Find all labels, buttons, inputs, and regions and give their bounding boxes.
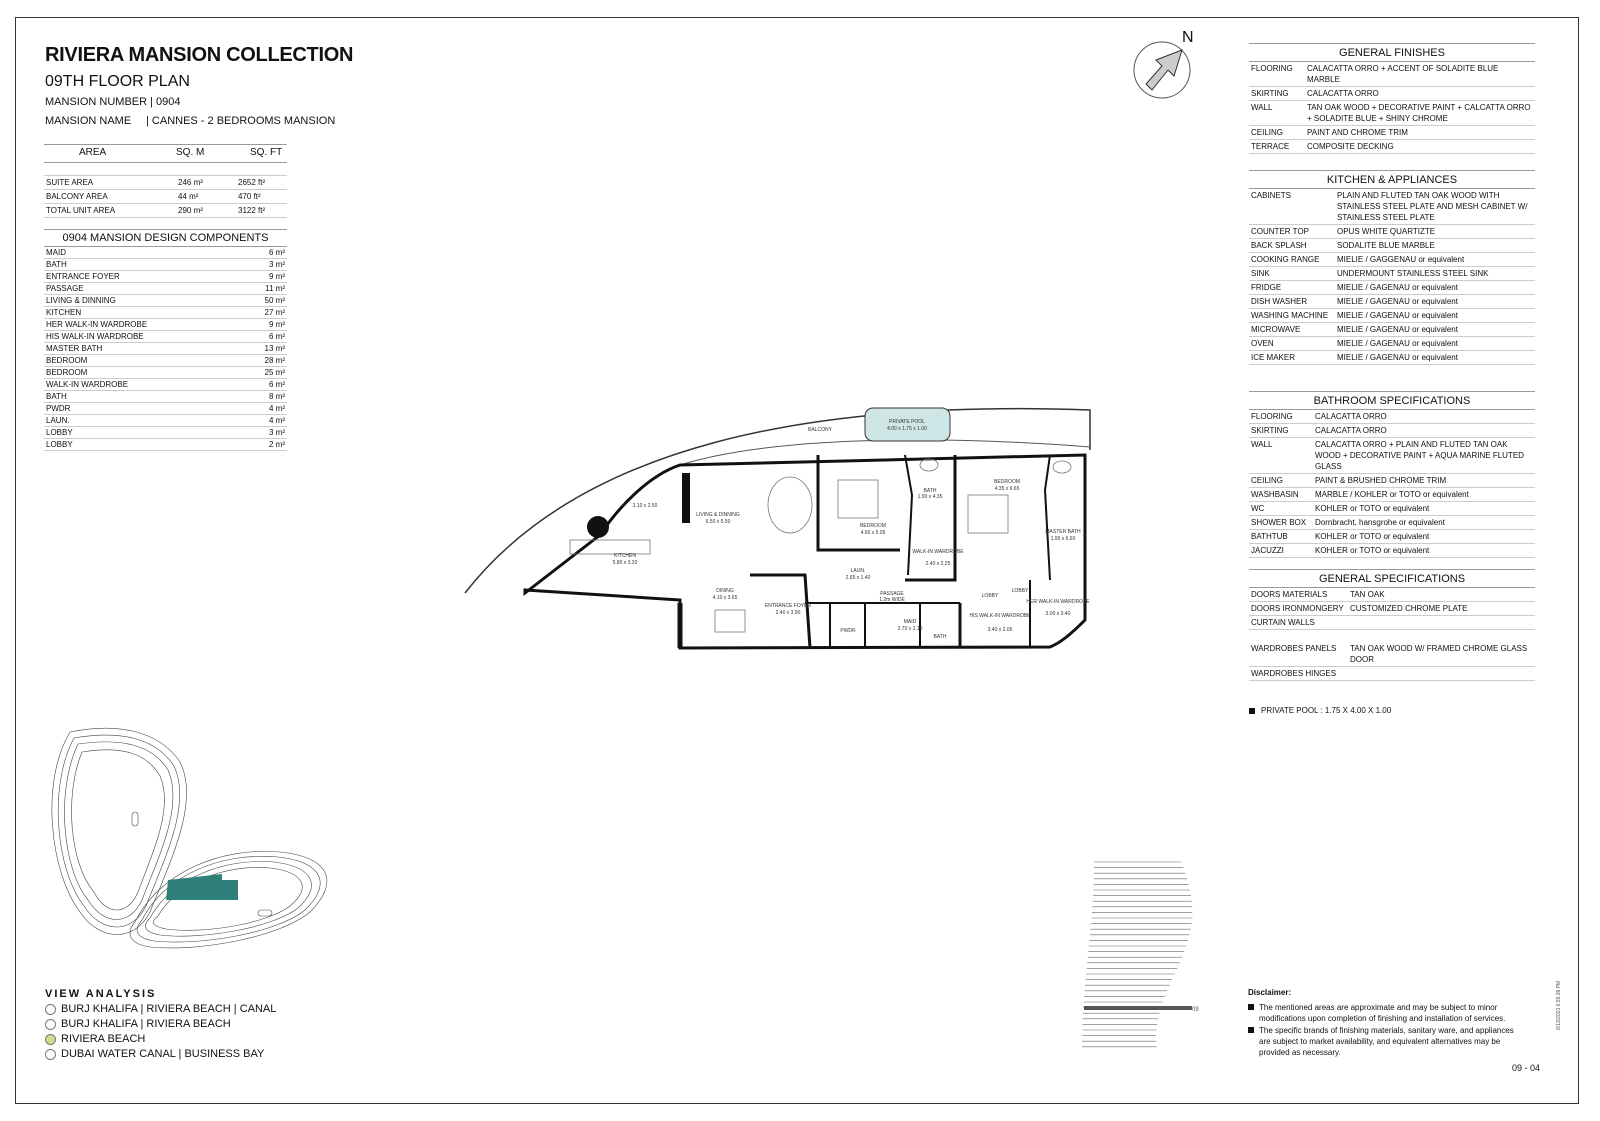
spec-value: PAINT AND CHROME TRIM [1307, 128, 1408, 137]
spec-value: SODALITE BLUE MARBLE [1337, 241, 1435, 250]
general-specs-title: GENERAL SPECIFICATIONS [1249, 569, 1535, 588]
list-item [44, 259, 287, 271]
component-area: 13 m² [264, 344, 285, 353]
table-row [44, 176, 287, 190]
passage-label: PASSAGE [880, 591, 904, 597]
spec-key: WASHBASIN [1251, 490, 1299, 499]
disclaimer-title: Disclaimer: [1248, 988, 1292, 997]
list-item [44, 403, 287, 415]
bedroom2-dim: 4.35 x 6.65 [994, 486, 1020, 492]
spec-row [1249, 101, 1535, 126]
spec-key: COOKING RANGE [1251, 255, 1320, 264]
component-area: 4 m² [269, 404, 285, 413]
spec-value: COMPOSITE DECKING [1307, 142, 1394, 151]
spec-value: MIELIE / GAGENAU or equivalent [1337, 353, 1458, 362]
lobby1-label: LOBBY [981, 593, 999, 599]
spec-row [1249, 544, 1535, 558]
spec-row [1249, 667, 1535, 681]
spec-key: TERRACE [1251, 142, 1290, 151]
general-finishes-title: GENERAL FINISHES [1249, 43, 1535, 62]
spec-key: SKIRTING [1251, 426, 1289, 435]
spec-key: FLOORING [1251, 64, 1293, 73]
spec-value: Dornbracht, hansgrohe or equivalent [1315, 518, 1445, 527]
general-specs-section [1249, 569, 1535, 681]
spec-value: CALACATTA ORRO [1315, 412, 1387, 421]
maid-label: MAID [903, 619, 917, 625]
column [587, 516, 609, 538]
spec-value [1350, 617, 1533, 628]
bullet-square-icon [1248, 1004, 1254, 1010]
list-item [44, 415, 287, 427]
spec-key: WALL [1251, 103, 1273, 112]
component-name: BEDROOM [46, 356, 88, 365]
list-item [44, 307, 287, 319]
living-label: LIVING & DINNING [696, 512, 740, 518]
list-item [44, 271, 287, 283]
spec-key: FRIDGE [1251, 283, 1282, 292]
spec-key: WASHING MACHINE [1251, 311, 1329, 320]
view-option-label: BURJ KHALIFA | RIVIERA BEACH | CANAL [61, 1003, 277, 1015]
spec-value: MIELIE / GAGENAU or equivalent [1337, 325, 1458, 334]
list-item [44, 439, 287, 451]
area-name: TOTAL UNIT AREA [44, 204, 176, 218]
spec-value: TAN OAK WOOD + DECORATIVE PAINT + CALCATTA ORRO + SOLADITE BLUE + SHINY CHROME [1307, 103, 1531, 123]
spec-row [1249, 616, 1535, 630]
spec-value: KOHLER or TOTO or equivalent [1315, 532, 1430, 541]
spec-row [1249, 189, 1535, 225]
view-option [45, 1048, 264, 1060]
kitchen-label: KITCHEN [614, 553, 636, 559]
kitchen-dim: 5.80 x 3.20 [612, 560, 638, 566]
general-finishes-section [1249, 43, 1535, 154]
list-item [44, 391, 287, 403]
his-wardrobe-dim: 3.40 x 2.05 [987, 627, 1013, 633]
area-sqft: 2652 ft² [236, 176, 287, 190]
component-name: WALK-IN WARDROBE [46, 380, 129, 389]
spec-row [1249, 295, 1535, 309]
bath1-label: BATH [923, 488, 937, 494]
bathroom-title: BATHROOM SPECIFICATIONS [1249, 391, 1535, 410]
spec-row [1249, 225, 1535, 239]
spec-row [1249, 267, 1535, 281]
spec-value: TAN OAK WOOD W/ FRAMED CHROME GLASS DOOR [1350, 644, 1528, 664]
kitchen-section [1249, 170, 1535, 365]
list-item [44, 331, 287, 343]
component-area: 6 m² [269, 248, 285, 257]
spec-row [1249, 424, 1535, 438]
pwdr-label: PWDR [840, 628, 856, 634]
spec-key: CURTAIN WALLS [1251, 618, 1315, 627]
list-item [44, 247, 287, 259]
spec-row [1249, 253, 1535, 267]
pool-dim: 4.00 x 1.75 x 1.00 [887, 426, 927, 432]
foyer-dim: 2.40 x 3.90 [775, 610, 801, 616]
table-row [44, 204, 287, 218]
page-number: 09 - 04 [1512, 1063, 1541, 1073]
kitchen-top-dim: 3.10 x 2.50 [632, 503, 658, 509]
living-dim: 6.50 x 5.50 [705, 519, 731, 525]
spec-row [1249, 602, 1535, 616]
spec-row [1249, 530, 1535, 544]
bathtub [920, 459, 938, 471]
view-indicator-icon [45, 1049, 56, 1060]
view-option [45, 1003, 276, 1015]
spec-value: PLAIN AND FLUTED TAN OAK WOOD WITH STAINLESS STEEL PLATE AND MESH CABINET W/ STAINLESS STEEL PLATE [1337, 191, 1528, 222]
spec-key: CEILING [1251, 476, 1284, 485]
disclaimer-text: The specific brands of finishing materials, sanitary ware, and appliances are subject to market availability, and equivalent alternatives may be provided as necessary. [1259, 1026, 1514, 1057]
component-name: PASSAGE [46, 284, 84, 293]
wall [682, 473, 690, 523]
component-area: 25 m² [264, 368, 285, 377]
spec-key: WARDROBES PANELS [1251, 644, 1337, 653]
component-name: MASTER BATH [46, 344, 103, 353]
spec-value: TAN OAK [1350, 590, 1385, 599]
list-item [44, 367, 287, 379]
view-option [45, 1018, 231, 1030]
spec-key: BATHTUB [1251, 532, 1288, 541]
sqm-header: SQ. M [176, 145, 236, 163]
component-area: 2 m² [269, 440, 285, 449]
view-analysis-title: VIEW ANALYSIS [45, 988, 157, 1000]
sqft-header: SQ. FT [236, 145, 287, 163]
foyer-label: ENTRANCE FOYER [764, 603, 812, 609]
view-indicator-active-icon [45, 1034, 56, 1045]
component-name: BATH [46, 260, 67, 269]
component-area: 50 m² [264, 296, 285, 305]
area-name: SUITE AREA [44, 176, 176, 190]
her-wardrobe-dim: 3.00 x 3.40 [1045, 611, 1071, 617]
wall [818, 455, 900, 550]
dining-table [715, 610, 745, 632]
component-name: KITCHEN [46, 308, 82, 317]
wall [1045, 455, 1050, 580]
pool-label: PRIVATE POOL [889, 419, 925, 425]
unit-highlight [166, 874, 238, 900]
spec-row [1249, 126, 1535, 140]
key-plan [40, 722, 340, 954]
spec-key: CEILING [1251, 128, 1284, 137]
spec-value: PAINT & BRUSHED CHROME TRIM [1315, 476, 1447, 485]
component-name: HER WALK-IN WARDROBE [46, 320, 148, 329]
spec-key: SHOWER BOX [1251, 518, 1307, 527]
print-timestamp: 8/13/2023 6:59:39 PM [1556, 980, 1562, 1030]
bedroom2-label: BEDROOM [994, 479, 1020, 485]
spec-value: CALACATTA ORRO [1315, 426, 1387, 435]
components-title: 0904 MANSION DESIGN COMPONENTS [44, 229, 287, 247]
spec-key: WALL [1251, 440, 1273, 449]
floor-plan-subtitle: 09TH FLOOR PLAN [45, 73, 190, 90]
lobby2-label: LOBBY [1011, 588, 1029, 594]
component-name: LAUN. [46, 416, 70, 425]
component-name: MAID [46, 248, 66, 257]
spec-key: DOORS MATERIALS [1251, 590, 1328, 599]
spec-value: MIELIE / GAGENAU or equivalent [1337, 283, 1458, 292]
spec-value [1350, 668, 1533, 679]
his-wardrobe-label: HIS WALK-IN WARDROBE [969, 613, 1031, 619]
spec-row [1249, 140, 1535, 154]
bathroom-section [1249, 391, 1535, 558]
spec-value: CUSTOMIZED CHROME PLATE [1350, 604, 1468, 613]
area-sqm: 44 m² [176, 190, 236, 204]
spec-row [1249, 323, 1535, 337]
disclaimer-item [1248, 1002, 1516, 1024]
spec-row [1249, 410, 1535, 424]
kitchen-title: KITCHEN & APPLIANCES [1249, 170, 1535, 189]
bathtub [1053, 461, 1071, 473]
disclaimer-item [1248, 1025, 1516, 1058]
disclaimer-text: The mentioned areas are approximate and may be subject to minor modifications upon completion of finishing and installation of services. [1259, 1003, 1506, 1023]
bullet-square-icon [1249, 708, 1255, 714]
spec-row [1249, 488, 1535, 502]
pool-note-text: PRIVATE POOL : 1.75 X 4.00 X 1.00 [1261, 706, 1392, 715]
spec-key: CABINETS [1251, 191, 1292, 200]
spec-value: CALACATTA ORRO [1307, 89, 1379, 98]
spec-key: DOORS IRONMONGERY [1251, 604, 1344, 613]
component-area: 9 m² [269, 272, 285, 281]
spec-row [1249, 87, 1535, 101]
component-name: BATH [46, 392, 67, 401]
north-arrow-icon [1132, 38, 1196, 102]
dining-dim: 4.10 x 3.65 [712, 595, 738, 601]
bed [968, 495, 1008, 533]
component-area: 3 m² [269, 428, 285, 437]
component-area: 3 m² [269, 260, 285, 269]
component-area: 6 m² [269, 380, 285, 389]
bath2-label: BATH [933, 634, 947, 640]
component-name: BEDROOM [46, 368, 88, 377]
list-item [44, 379, 287, 391]
view-indicator-icon [45, 1019, 56, 1030]
spec-key: JACUZZI [1251, 546, 1284, 555]
area-header: AREA [44, 145, 176, 163]
spec-key: WC [1251, 504, 1265, 513]
spec-row [1249, 351, 1535, 365]
view-indicator-icon [45, 1004, 56, 1015]
laun-label: LAUN. [850, 568, 866, 574]
area-name: BALCONY AREA [44, 190, 176, 204]
balcony-label: BALCONY [808, 427, 832, 433]
table-spacer [44, 163, 287, 176]
spec-row [1249, 474, 1535, 488]
north-label: N [1182, 29, 1194, 46]
laun-dim: 2.65 x 1.40 [845, 575, 871, 581]
spec-key: DISH WASHER [1251, 297, 1308, 306]
mansion-name-value: | CANNES - 2 BEDROOMS MANSION [146, 115, 336, 127]
component-area: 4 m² [269, 416, 285, 425]
floor-plan [460, 385, 1100, 655]
spec-value: KOHLER or TOTO or equivalent [1315, 546, 1430, 555]
component-area: 6 m² [269, 332, 285, 341]
building-elevation [1080, 858, 1210, 1058]
table-row [44, 190, 287, 204]
kitchen-counter [570, 540, 650, 554]
list-item [44, 283, 287, 295]
mansion-name-label: MANSION NAME [45, 115, 132, 127]
component-name: LOBBY [46, 440, 73, 449]
spec-row [1249, 239, 1535, 253]
floor-marker [1084, 1006, 1192, 1010]
spec-value: KOHLER or TOTO or equivalent [1315, 504, 1430, 513]
bath1-dim: 1.90 x 4.35 [917, 494, 943, 500]
spec-value: OPUS WHITE QUARTIZTE [1337, 227, 1436, 236]
bedroom1-label: BEDROOM [860, 523, 886, 529]
spec-row [1249, 309, 1535, 323]
spec-row [1249, 438, 1535, 474]
list-item [44, 319, 287, 331]
page-title: RIVIERA MANSION COLLECTION [45, 44, 354, 66]
floor-marker-label: 09 [1192, 1007, 1199, 1013]
spec-value: UNDERMOUNT STAINLESS STEEL SINK [1337, 269, 1489, 278]
spec-row [1249, 337, 1535, 351]
master-bath-dim: 1.95 x 6.60 [1050, 536, 1076, 542]
spec-row [1249, 588, 1535, 602]
area-sqm: 290 m² [176, 204, 236, 218]
list-item [44, 343, 287, 355]
dining-label: DINING [716, 588, 734, 594]
area-sqft: 470 ft² [236, 190, 287, 204]
spec-key: FLOORING [1251, 412, 1293, 421]
spec-value: MARBLE / KOHLER or TOTO or equivalent [1315, 490, 1469, 499]
spec-value: MIELIE / GAGGENAU or equivalent [1337, 255, 1465, 264]
spec-value: CALACATTA ORRO + ACCENT OF SOLADITE BLUE MARBLE [1307, 64, 1499, 84]
component-area: 9 m² [269, 320, 285, 329]
spec-key: WARDROBES HINGES [1251, 669, 1337, 678]
component-area: 28 m² [264, 356, 285, 365]
area-sqft: 3122 ft² [236, 204, 287, 218]
area-table [44, 144, 287, 218]
pool-note [1249, 706, 1391, 715]
component-name: HIS WALK-IN WARDROBE [46, 332, 144, 341]
spec-row [1249, 642, 1535, 667]
spec-value: CALACATTA ORRO + PLAIN AND FLUTED TAN OAK WOOD + DECORATIVE PAINT + AQUA MARINE FLUTED GLASS [1315, 440, 1524, 471]
component-name: PWDR [46, 404, 71, 413]
walkin-dim: 2.40 x 2.25 [925, 561, 951, 567]
component-area: 11 m² [265, 284, 285, 293]
spec-row [1249, 281, 1535, 295]
view-option-label: BURJ KHALIFA | RIVIERA BEACH [61, 1018, 231, 1030]
list-item [44, 427, 287, 439]
spec-row [1249, 502, 1535, 516]
spec-key: ICE MAKER [1251, 353, 1296, 362]
walkin-label: WALK-IN WARDROBE [912, 549, 964, 555]
spec-key: COUNTER TOP [1251, 227, 1309, 236]
spec-key: SKIRTING [1251, 89, 1289, 98]
bedroom1-dim: 4.60 x 5.05 [860, 530, 886, 536]
sofa-set [768, 477, 812, 533]
component-name: ENTRANCE FOYER [46, 272, 120, 281]
spec-key: MICROWAVE [1251, 325, 1301, 334]
spec-row [1249, 62, 1535, 87]
component-name: LIVING & DINNING [46, 296, 116, 305]
component-name: LOBBY [46, 428, 73, 437]
spec-value: MIELIE / GAGENAU or equivalent [1337, 297, 1458, 306]
spec-row [1249, 516, 1535, 530]
component-area: 8 m² [269, 392, 285, 401]
passage-dim: 1.2m WIDE [879, 597, 905, 603]
wall [905, 455, 912, 575]
list-item [44, 295, 287, 307]
spec-value: MIELIE / GAGENAU or equivalent [1337, 339, 1458, 348]
spec-key: OVEN [1251, 339, 1274, 348]
view-option-label: DUBAI WATER CANAL | BUSINESS BAY [61, 1048, 265, 1060]
components-list [44, 247, 287, 451]
spec-key: SINK [1251, 269, 1270, 278]
her-wardrobe-label: HER WALK-IN WARDROBE [1026, 599, 1090, 605]
mansion-number: MANSION NUMBER | 0904 [45, 96, 181, 108]
maid-dim: 2.70 x 2.10 [897, 626, 923, 632]
view-option-active [45, 1033, 145, 1045]
bed [838, 480, 878, 518]
list-item [44, 355, 287, 367]
area-sqm: 246 m² [176, 176, 236, 190]
bullet-square-icon [1248, 1027, 1254, 1033]
component-area: 27 m² [264, 308, 285, 317]
master-bath-label: MASTER BATH [1045, 529, 1081, 535]
view-option-label: RIVIERA BEACH [61, 1033, 146, 1045]
spec-value: MIELIE / GAGENAU or equivalent [1337, 311, 1458, 320]
spec-key: BACK SPLASH [1251, 241, 1307, 250]
